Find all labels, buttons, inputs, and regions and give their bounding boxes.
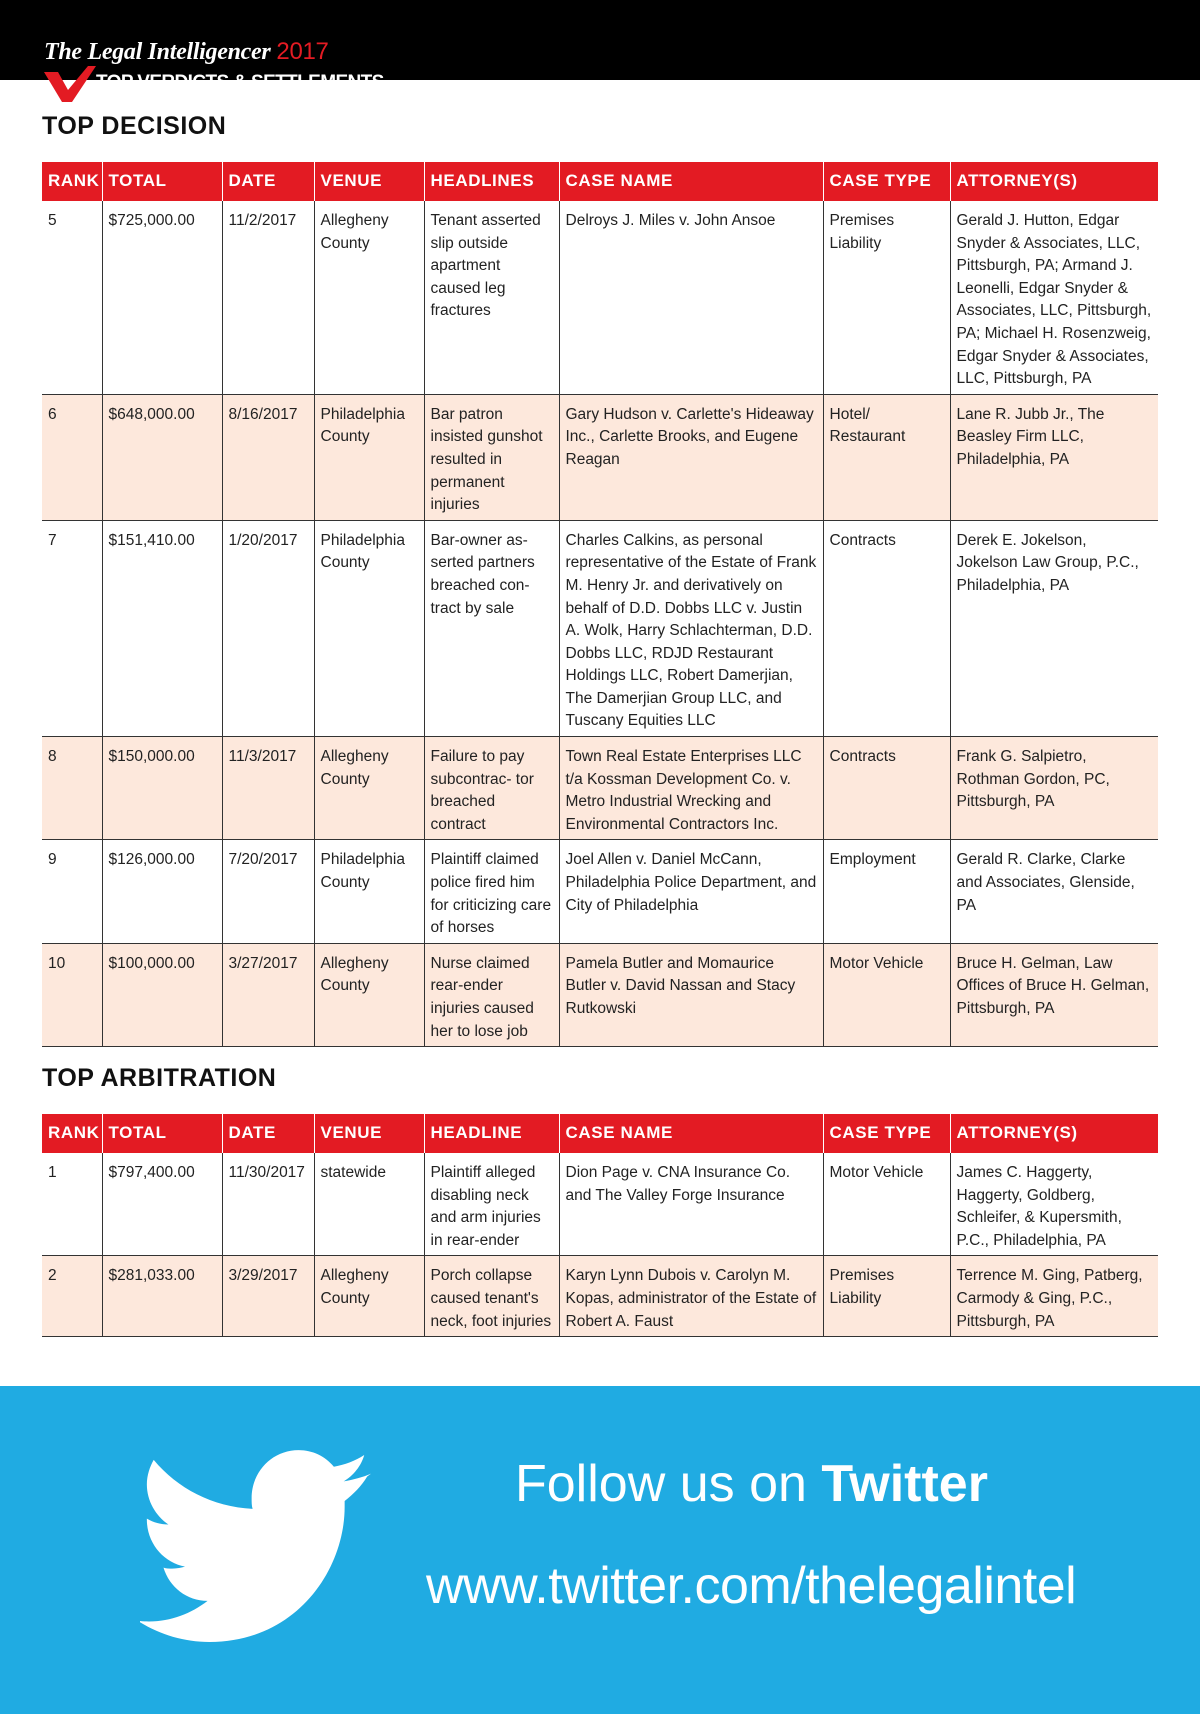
cell-case-name: Gary Hudson v. Carlette's Hideaway Inc., Carlette Brooks, and Eugene Reagan xyxy=(559,394,823,520)
cell-venue: statewide xyxy=(314,1153,424,1256)
cell-total: $150,000.00 xyxy=(102,737,222,840)
decision-table xyxy=(42,162,1158,1047)
follow-text xyxy=(515,1454,988,1514)
twitter-promo-banner[interactable] xyxy=(0,1386,1200,1714)
cell-date: 8/16/2017 xyxy=(222,394,314,520)
cell-total: $797,400.00 xyxy=(102,1153,222,1256)
col-header-total: TOTAL xyxy=(102,162,222,201)
cell-attorneys: Gerald R. Clarke, Clarke and Associates, Glenside, PA xyxy=(950,840,1158,943)
cell-case-name: Dion Page v. CNA Insurance Co. and The Valley Forge Insurance xyxy=(559,1153,823,1256)
col-header-attorneys: ATTORNEY(S) xyxy=(950,162,1158,201)
col-header-venue: VENUE xyxy=(314,162,424,201)
arbitration-table xyxy=(42,1114,1158,1337)
col-header-headline: HEADLINE xyxy=(424,1114,559,1153)
table-row xyxy=(42,840,1158,943)
cell-total: $151,410.00 xyxy=(102,520,222,736)
cell-rank: 1 xyxy=(42,1153,102,1256)
cell-case-type: Employment xyxy=(823,840,950,943)
cell-case-type: Contracts xyxy=(823,520,950,736)
cell-venue: Allegheny County xyxy=(314,1256,424,1337)
follow-prefix: Follow us on xyxy=(515,1455,807,1513)
col-header-attorneys: ATTORNEY(S) xyxy=(950,1114,1158,1153)
cell-venue: Allegheny County xyxy=(314,201,424,394)
cell-venue: Philadelphia County xyxy=(314,520,424,736)
cell-attorneys: Bruce H. Gelman, Law Offices of Bruce H. Gelman, Pittsburgh, PA xyxy=(950,943,1158,1046)
table-row xyxy=(42,1256,1158,1337)
cell-attorneys: James C. Haggerty, Haggerty, Goldberg, Schleifer, & Kupersmith, P.C., Philadelphia, PA xyxy=(950,1153,1158,1256)
cell-rank: 9 xyxy=(42,840,102,943)
arbitration-header-row xyxy=(42,1114,1158,1153)
cell-rank: 10 xyxy=(42,943,102,1046)
cell-attorneys: Derek E. Jokelson, Jokelson Law Group, P.C., Philadelphia, PA xyxy=(950,520,1158,736)
cell-total: $126,000.00 xyxy=(102,840,222,943)
follow-brand: Twitter xyxy=(821,1455,988,1513)
col-header-case-type: CASE TYPE xyxy=(823,1114,950,1153)
twitter-url-link[interactable]: www.twitter.com/thelegalintel xyxy=(426,1557,1077,1615)
col-header-headlines: HEADLINES xyxy=(424,162,559,201)
cell-date: 11/2/2017 xyxy=(222,201,314,394)
cell-case-type: Premises Liability xyxy=(823,201,950,394)
cell-attorneys: Gerald J. Hutton, Edgar Snyder & Associates, LLC, Pittsburgh, PA; Armand J. Leonelli, Edgar Snyder & Associates, LLC, Pittsburgh, PA; Michael H. Rosenzweig, Edgar Snyder & Associates, LLC, Pittsburgh, PA xyxy=(950,201,1158,394)
logo-year: 2017 xyxy=(276,38,329,65)
table-row xyxy=(42,737,1158,840)
cell-date: 1/20/2017 xyxy=(222,520,314,736)
col-header-case-name: CASE NAME xyxy=(559,1114,823,1153)
cell-headline: Nurse claimed rear-ender injuries caused her to lose job xyxy=(424,943,559,1046)
cell-rank: 8 xyxy=(42,737,102,840)
table-row xyxy=(42,1153,1158,1256)
cell-venue: Philadelphia County xyxy=(314,394,424,520)
cell-date: 3/27/2017 xyxy=(222,943,314,1046)
cell-headline: Porch collapse caused tenant's neck, foot injuries xyxy=(424,1256,559,1337)
cell-venue: Allegheny County xyxy=(314,737,424,840)
cell-total: $100,000.00 xyxy=(102,943,222,1046)
cell-case-name: Karyn Lynn Dubois v. Carolyn M. Kopas, administrator of the Estate of Robert A. Faust xyxy=(559,1256,823,1337)
cell-headline: Bar patron insisted gunshot resulted in permanent injuries xyxy=(424,394,559,520)
cell-rank: 2 xyxy=(42,1256,102,1337)
logo-subtitle: TOP VERDICTS & SETTLEMENTS xyxy=(96,72,384,93)
cell-date: 11/30/2017 xyxy=(222,1153,314,1256)
col-header-date: DATE xyxy=(222,162,314,201)
table-row xyxy=(42,201,1158,394)
cell-venue: Philadelphia County xyxy=(314,840,424,943)
cell-case-name: Pamela Butler and Momaurice Butler v. David Nassan and Stacy Rutkowski xyxy=(559,943,823,1046)
col-header-case-type: CASE TYPE xyxy=(823,162,950,201)
cell-rank: 6 xyxy=(42,394,102,520)
logo-publication: The Legal Intelligencer xyxy=(44,39,271,65)
cell-case-type: Premises Liability xyxy=(823,1256,950,1337)
logo-title xyxy=(44,38,329,66)
cell-headline: Plaintiff alleged disabling neck and arm injuries in rear-ender xyxy=(424,1153,559,1256)
cell-headline: Bar-owner as- serted partners breached con- tract by sale xyxy=(424,520,559,736)
section-title-decision: TOP DECISION xyxy=(42,112,227,140)
publication-logo xyxy=(44,38,384,100)
col-header-total: TOTAL xyxy=(102,1114,222,1153)
cell-case-name: Charles Calkins, as personal representative of the Estate of Frank M. Henry Jr. and derivatively on behalf of D.D. Dobbs LLC v. Justin A. Wolk, Harry Schlachterman, D.D. Dobbs LLC, RDJD Restaurant Holdings LLC, Robert Damerjian, The Damerjian Group LLC, and Tuscany Equities LLC xyxy=(559,520,823,736)
cell-total: $648,000.00 xyxy=(102,394,222,520)
cell-total: $281,033.00 xyxy=(102,1256,222,1337)
section-title-arbitration: TOP ARBITRATION xyxy=(42,1064,277,1092)
col-header-case-name: CASE NAME xyxy=(559,162,823,201)
col-header-venue: VENUE xyxy=(314,1114,424,1153)
cell-date: 3/29/2017 xyxy=(222,1256,314,1337)
cell-headline: Tenant asserted slip outside apartment caused leg fractures xyxy=(424,201,559,394)
cell-rank: 5 xyxy=(42,201,102,394)
cell-case-type: Contracts xyxy=(823,737,950,840)
checkmark-icon xyxy=(44,66,96,102)
table-row xyxy=(42,520,1158,736)
cell-case-name: Delroys J. Miles v. John Ansoe xyxy=(559,201,823,394)
cell-case-name: Town Real Estate Enterprises LLC t/a Kossman Development Co. v. Metro Industrial Wrecking and Environmental Contractors Inc. xyxy=(559,737,823,840)
cell-venue: Allegheny County xyxy=(314,943,424,1046)
col-header-rank: RANK xyxy=(42,162,102,201)
decision-header-row xyxy=(42,162,1158,201)
cell-headline: Failure to pay subcontrac- tor breached contract xyxy=(424,737,559,840)
table-row xyxy=(42,943,1158,1046)
cell-headline: Plaintiff claimed police fired him for criticizing care of horses xyxy=(424,840,559,943)
cell-total: $725,000.00 xyxy=(102,201,222,394)
cell-case-type: Motor Vehicle xyxy=(823,943,950,1046)
col-header-rank: RANK xyxy=(42,1114,102,1153)
cell-attorneys: Lane R. Jubb Jr., The Beasley Firm LLC, Philadelphia, PA xyxy=(950,394,1158,520)
col-header-date: DATE xyxy=(222,1114,314,1153)
cell-case-type: Motor Vehicle xyxy=(823,1153,950,1256)
cell-attorneys: Terrence M. Ging, Patberg, Carmody & Ging, P.C., Pittsburgh, PA xyxy=(950,1256,1158,1337)
cell-attorneys: Frank G. Salpietro, Rothman Gordon, PC, Pittsburgh, PA xyxy=(950,737,1158,840)
cell-rank: 7 xyxy=(42,520,102,736)
cell-case-name: Joel Allen v. Daniel McCann, Philadelphia Police Department, and City of Philadelphia xyxy=(559,840,823,943)
cell-case-type: Hotel/ Restaurant xyxy=(823,394,950,520)
cell-date: 11/3/2017 xyxy=(222,737,314,840)
table-row xyxy=(42,394,1158,520)
twitter-bird-icon xyxy=(140,1448,375,1648)
cell-date: 7/20/2017 xyxy=(222,840,314,943)
